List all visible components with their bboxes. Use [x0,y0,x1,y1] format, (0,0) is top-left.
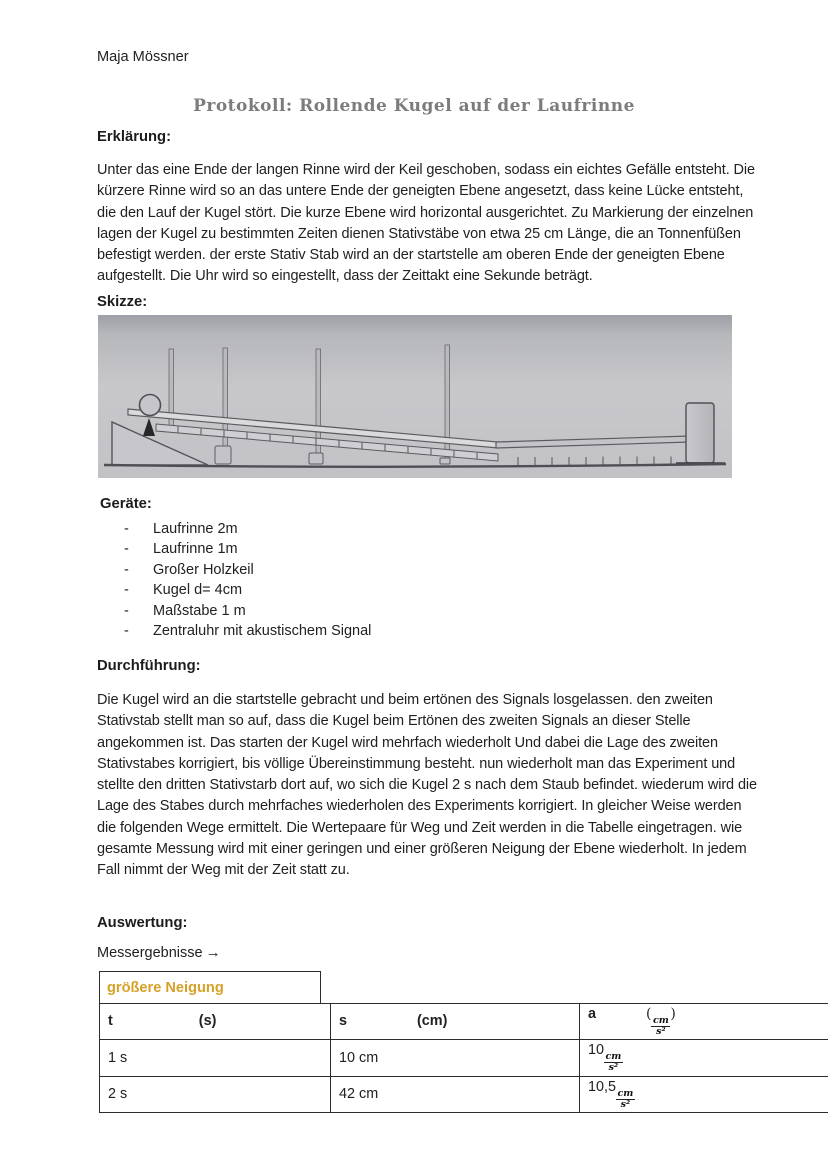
table-header-row [100,1003,828,1040]
heading-erklaerung: Erklärung: [97,129,171,145]
bullet-dash: - [124,561,129,578]
unit-fraction [651,1016,670,1038]
list-item [124,580,371,600]
bullet-dash: - [124,521,129,537]
fraction-numerator: cm [605,1051,622,1062]
table-caption: größere Neigung [107,979,224,996]
author-name: Maja Mössner [97,49,189,65]
bullet-dash: - [124,623,129,640]
list-item [124,621,371,641]
right-arrow-icon: → [205,944,221,961]
heading-auswertung: Auswertung: [97,915,188,931]
fraction-numerator: cm [652,1014,669,1026]
paren-open: ( [646,1005,652,1022]
device-label: Zentraluhr mit akustischem Signal [153,623,372,640]
cell-a [580,1040,828,1077]
ball-icon [140,395,161,416]
page-title: Protokoll: Rollende Kugel auf der Laufrinne [193,96,635,116]
header-unit: (cm) [417,1013,448,1030]
device-label: Maßstabe 1 m [153,602,246,619]
cell-t: 1 s [100,1040,331,1077]
a-value: 10 [588,1042,605,1058]
device-list [124,519,371,641]
cell-t: 2 s [100,1076,331,1113]
header-unit [646,1006,676,1038]
cell-s: 42 cm [331,1076,580,1113]
bullet-dash: - [124,541,129,558]
unit-fraction [616,1089,635,1111]
cell-a [580,1076,828,1113]
experiment-sketch-illustration [98,315,732,478]
list-item [124,601,371,621]
device-label: Laufrinne 1m [153,541,238,558]
fraction-denominator: s² [620,1098,631,1110]
measurement-table [99,1003,828,1114]
device-label: Großer Holzkeil [153,561,254,578]
bullet-dash: - [124,602,129,619]
fraction-denominator: s² [608,1062,619,1074]
messergebnisse-text: Messergebnisse [97,945,203,961]
device-label: Laufrinne 2m [153,521,238,537]
durchfuehrung-paragraph: Die Kugel wird an die startstelle gebracht und beim ertönen des Signals losgelassen. den zweiten Stativstab stellt man so auf, dass die Kugel beim Ertönen des zweiten Signals an dieser Stelle angekommen ist. Das starten der Kugel wird mehrfach wiederholt Und dabei die Lage des zweiten Stativstabes korrigiert, bis völlige Übereinstimmung besteht. nun wiederholt man das Experiment und stellte den dritten Stativstarb dort auf, wo sich die Kugel 2 s nach dem Staub befindet. wiederum wird die Lage des Stabes durch mehrfaches wiederholen des Experiments korrigiert. In gleicher Weise werden die folgenden Wege ermittelt. Die Wertepaare für Weg und Zeit werden in die Tabelle eingetragen. wie gesamte Messung wird mit einer geringen und einer größeren Neigung der Ebene wiederholt. In jedem Fall nimmt der Weg mit der Zeit statt zu. [97,692,757,879]
header-symbol: t [108,1013,113,1030]
erklaerung-paragraph: Unter das eine Ende der langen Rinne wird der Keil geschoben, sodass ein eichtes Gefälle entsteht. Die kürzere Rinne wird so an das untere Ende der geneigten Ebene angesetzt, dass keine Lücke entsteht, die den Lauf der Kugel stört. Die kurze Ebene wird horizontal ausgerichtet. Zu Markierung der einzelnen lagen der Kugel zu bestimmten Zeiten dienen Stativstäbe von etwa 25 cm Länge, die an Tonnenfüßen befestigt werden. der erste Stativ Stab wird an der startstelle am oberen Ende der geneigten Ebene aufgestellt. Die Uhr wird so eingestellt, dass der Zeittakt eine Sekunde beträgt. [97,162,756,285]
fraction-denominator: s² [656,1025,666,1037]
header-symbol: s [339,1013,348,1030]
table-caption-cell [99,971,321,1004]
header-cell-s [331,1003,580,1040]
header-unit: (s) [198,1013,217,1030]
header-symbol: a [588,1005,597,1022]
table-row [100,1040,828,1077]
header-cell-a [580,1003,828,1040]
heading-skizze: Skizze: [97,294,148,310]
sketch-photo [98,315,732,478]
list-item [124,519,371,539]
header-cell-t [100,1003,331,1040]
list-item [124,539,371,559]
paren-close: ) [670,1005,676,1022]
heading-durchfuehrung: Durchführung: [97,658,201,674]
heading-geraete: Geräte: [100,496,152,512]
unit-fraction [604,1052,623,1074]
device-label: Kugel d= 4cm [153,582,243,599]
table-row [100,1076,828,1113]
bullet-dash: - [124,582,129,599]
a-value: 10,5 [588,1078,617,1095]
fraction-numerator: cm [617,1087,634,1099]
messergebnisse-label [97,944,221,961]
list-item [124,560,371,580]
cell-s: 10 cm [331,1040,580,1077]
